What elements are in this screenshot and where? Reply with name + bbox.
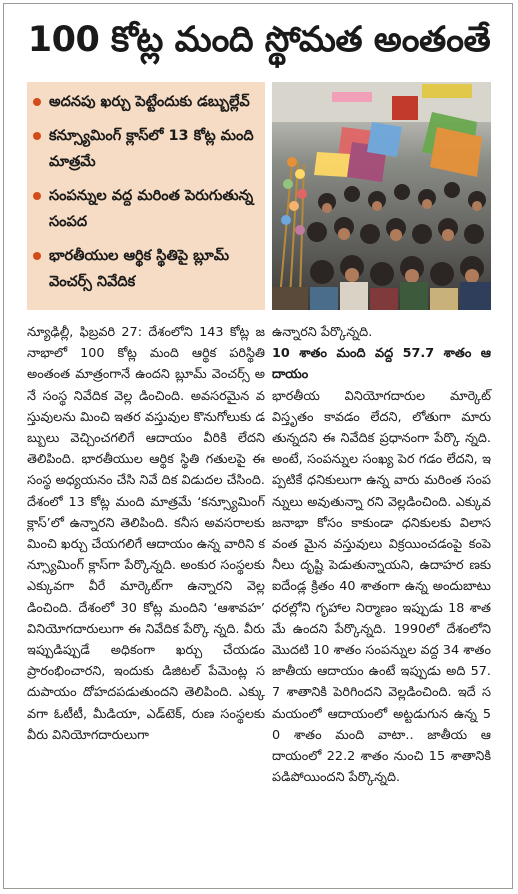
- highlight-item: [27, 123, 265, 175]
- highlight-text: కన్స్యూమింగ్ క్లాస్‌లో 13 కోట్ల మంది మాత్రమే: [49, 128, 254, 170]
- article-column-left: [27, 322, 265, 746]
- highlights-box: [27, 82, 265, 310]
- highlight-item: [27, 243, 265, 295]
- highlight-item: [27, 89, 265, 115]
- bullet-icon: [33, 132, 41, 140]
- bullet-icon: [33, 192, 41, 200]
- crowd-photo: [272, 82, 491, 310]
- bullet-icon: [33, 98, 41, 106]
- article-paragraph: భారతీయ వినియోగదారుల మార్కెట్ విస్తృతం కావడం లేదని, లోతుగా మారు తున్నదని ఈ నివేదిక ప్రధానంగా పేర్కొ న్నది. అంటే, సంపన్నుల సంఖ్య పెర గడం లేదని, ఇప్పటికే ధనికులుగా ఉన్న వారు మరింత సంపన్నులు అవుతున్నా రని వెల్లడించింది. ఎక్కువ జనాభా కోసం కాకుండా ధనికులకు విలాసవంత మైన వస్తువులు విక్రయించడంపై కంపె నీలు దృష్టి పెడుతున్నాయని, ఉదాహర ణకు ఐదేండ్ల క్రితం 40 శాతంగా ఉన్న అందుబాటు ధరల్లోని గృహాల నిర్మాణం ఇప్పుడు 18 శాతమే ఉందని పేర్కొన్నది. 1990లో దేశంలోని మొదటి 10 శాతం సంపన్నుల వద్ద 34 శాతం జాతీయ ఆదాయం ఉంటే ఇప్పుడు అది 57.7 శాతానికి పెరిగిందని వెల్లడించింది. ఇదే సమయంలో ఆదాయంలో అట్టడుగున ఉన్న 50 శాతం మంది వాటా.. జాతీయ ఆదాయంలో 22.2 శాతం నుంచి 15 శాతానికి పడిపోయిందని పేర్కొన్నది.: [272, 388, 491, 786]
- article-paragraph: న్యూఢిల్లీ, ఫిబ్రవరి 27: దేశంలోని 143 కోట్ల జనాభాలో 100 కోట్ల మంది ఆర్థిక పరిస్థితి అంతంత మాత్రంగానే ఉందని బ్లూమ్ వెంచర్స్ అనే సంస్థ నివేదిక వెల్ల డించింది. అవసరమైన వస్తువులను మించి ఇతర వస్తువుల కొనుగోలుకు డబ్బులు వెచ్చించగలిగే ఆదాయం వీరికి లేదని తెలిపింది. భారతీయుల ఆర్థిక స్థితి గతులపై ఈ సంస్థ అధ్యయనం చేసి నివే దిక విడుదల చేసింది. దేశంలో 13 కోట్ల మంది మాత్రమే ‘కన్స్యూమింగ్ క్లాస్’లో ఉన్నారని తెలిపింది. కనీస అవసరాలకు మించి ఖర్చు చేయగలిగే ఆదాయం ఉన్న వారిని కన్స్యూమింగ్ క్లాస్‌గా పేర్కొన్నది. అంకుర సంస్థలకు ఎక్కువగా వీరే మార్కెట్‌గా ఉన్నారని వెల్లడించింది. దేశంలో 30 కోట్ల మందిని ‘ఆశావహ’ వినియోగదారులుగా ఈ నివేదిక పేర్కొ న్నది. వీరు ఇప్పుడిప్పుడే అధికంగా ఖర్చు చేయడం ప్రారంభించారని, ఇందుకు డిజిటల్ పేమెంట్ల సదుపాయం దోహదపడుతుందని తెలిపింది. ఎక్కు వగా ఓటీటీ, మీడియా, ఎడ్‌టెక్, రుణ సంస్థలకు వీరు వినియోగదారులుగా: [27, 325, 265, 743]
- bullet-icon: [33, 252, 41, 260]
- highlight-text: సంపన్నుల వద్ద మరింత పెరుగుతున్న సంపద: [49, 188, 254, 230]
- highlight-text: అదనపు ఖర్చు పెట్టేందుకు డబ్బుల్లేవ్: [49, 94, 250, 110]
- highlight-text: భారతీయుల ఆర్థిక స్థితిపై బ్లూమ్ వెంచర్స్ నివేదిక: [49, 248, 230, 290]
- article-column-right: [272, 322, 491, 788]
- highlight-item: [27, 183, 265, 235]
- subheading: 10 శాతం మంది వద్ద 57.7 శాతం ఆదాయం: [272, 346, 491, 383]
- headline: 100 కోట్ల మంది స్థోమత అంతంతే: [27, 20, 491, 60]
- article-paragraph: ఉన్నారని పేర్కొన్నది.: [272, 325, 373, 340]
